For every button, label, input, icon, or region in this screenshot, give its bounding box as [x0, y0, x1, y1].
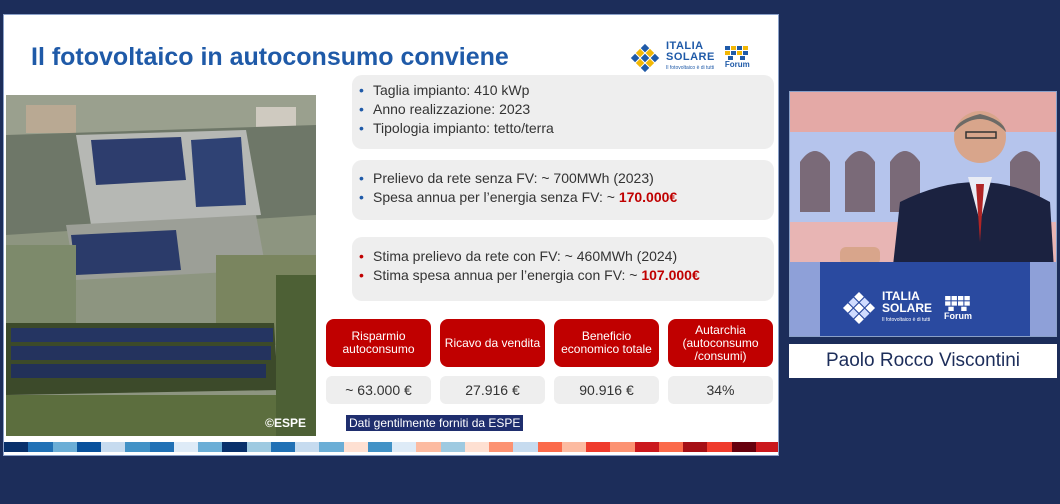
- grid-draw-with-pv: • Stima prelievo da rete con FV: ~ 460MWh (2024): [359, 247, 774, 266]
- annual-cost-with-pv: [359, 266, 774, 285]
- warming-stripes: [4, 442, 779, 452]
- metric-total-benefit: [554, 319, 659, 404]
- plant-info-box: [352, 75, 774, 149]
- plant-year-item: • Anno realizzazione: 2023: [359, 100, 774, 119]
- annual-cost-without-pv-label: Spesa annua per l’energia senza FV: ~: [373, 189, 619, 205]
- metric-value: ~ 63.000 €: [326, 376, 431, 404]
- presentation-slide: [3, 14, 779, 456]
- metric-label: Beneficio economico totale: [554, 319, 659, 367]
- forum-badge: [725, 46, 750, 69]
- podium-logo-tagline: Il fotovoltaico è di tutti: [882, 317, 931, 323]
- photo-credit: ©ESPE: [265, 416, 306, 430]
- italia-solare-logo: [630, 41, 750, 74]
- metric-label: Ricavo da vendita: [440, 319, 545, 367]
- annual-cost-without-pv-value: 170.000€: [618, 189, 678, 205]
- logo-line1: ITALIA: [666, 40, 704, 52]
- with-pv-box: [352, 237, 774, 301]
- speaker-name-bar: [789, 344, 1057, 378]
- podium-logo-line2: SOLARE: [882, 301, 933, 315]
- metric-value: 34%: [668, 376, 773, 404]
- forum-grid-icon: [945, 296, 971, 311]
- metric-sales-revenue: [440, 319, 545, 404]
- logo-tagline: Il fotovoltaico è di tutti: [666, 65, 715, 71]
- forum-grid-icon: [725, 46, 749, 60]
- metric-value: 27.916 €: [440, 376, 545, 404]
- speaker-video: [789, 91, 1057, 337]
- metric-label: Autarchia (autoconsumo /consumi): [668, 319, 773, 367]
- plant-size-item: • Taglia impianto: 410 kWp: [359, 81, 774, 100]
- slide-title: Il fotovoltaico in autoconsumo conviene: [31, 43, 509, 71]
- logo-line2: SOLARE: [666, 51, 715, 63]
- podium-logo-line1: ITALIA: [882, 289, 920, 303]
- without-pv-box: [352, 160, 774, 220]
- podium-forum-label: Forum: [944, 310, 973, 321]
- data-source-note: Dati gentilmente forniti da ESPE: [346, 415, 523, 431]
- annual-cost-without-pv: [359, 188, 774, 207]
- speaker-name: Paolo Rocco Viscontini: [826, 350, 1020, 371]
- metric-label: Risparmio autoconsumo: [326, 319, 431, 367]
- forum-label: Forum: [724, 60, 750, 69]
- podium-logo: [842, 290, 972, 326]
- annual-cost-with-pv-label: Stima spesa annua per l’energia con FV: ~: [373, 267, 642, 283]
- plant-type-item: • Tipologia impianto: tetto/terra: [359, 119, 774, 138]
- grid-draw-without-pv: • Prelievo da rete senza FV: ~ 700MWh (2023): [359, 169, 774, 188]
- metric-savings: [326, 319, 431, 404]
- metric-value: 90.916 €: [554, 376, 659, 404]
- solar-panel-logo-icon: [842, 291, 876, 325]
- solar-panel-logo-icon: [630, 43, 660, 73]
- annual-cost-with-pv-value: 107.000€: [641, 267, 700, 283]
- metric-self-sufficiency: [668, 319, 773, 404]
- aerial-plant-photo: [6, 95, 316, 436]
